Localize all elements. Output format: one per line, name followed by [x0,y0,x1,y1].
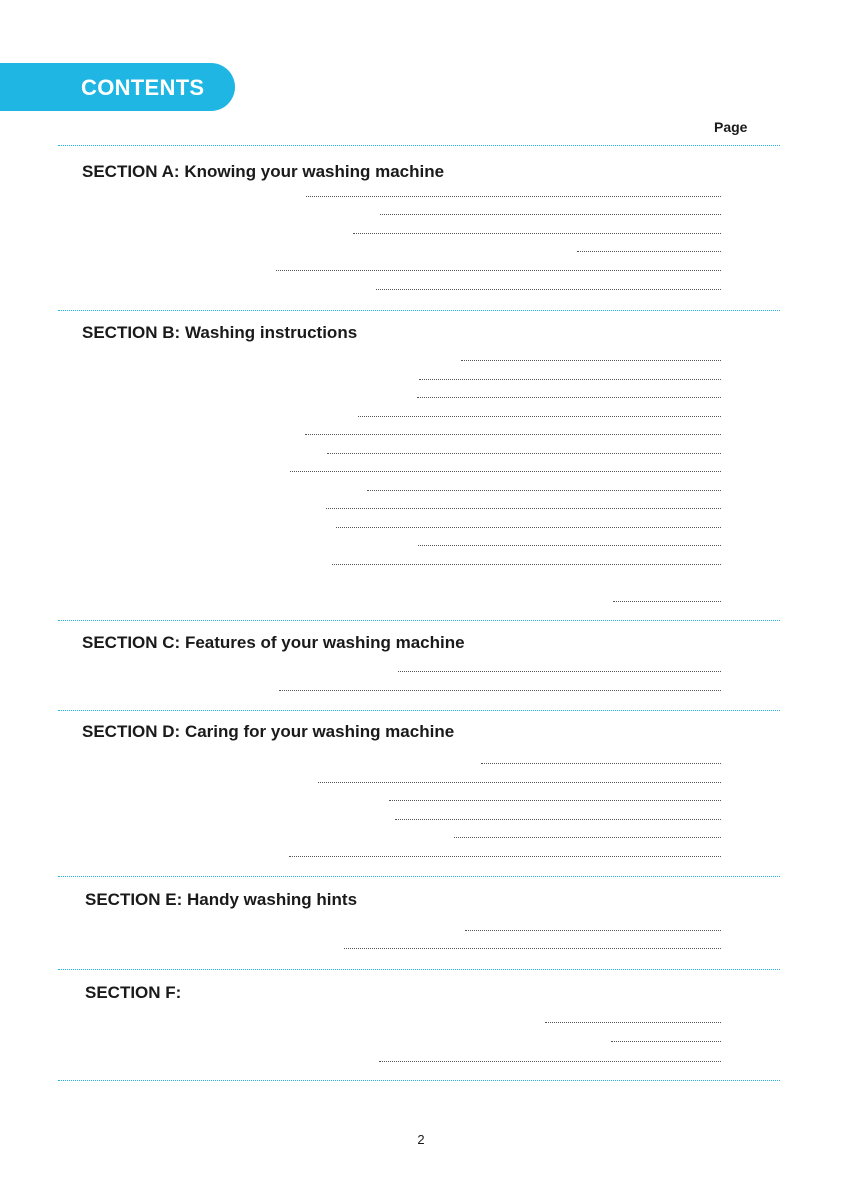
section-divider [58,876,780,877]
contents-banner [0,63,235,111]
toc-leader-line [327,453,721,454]
page-number: 2 [417,1132,425,1147]
toc-leader-line [465,930,721,931]
section-divider [58,145,780,146]
toc-leader-line [379,1061,721,1062]
toc-leader-line [376,289,721,290]
toc-leader-line [289,856,721,857]
section-title: SECTION C: Features of your washing machine [82,633,465,652]
toc-leader-line [290,471,721,472]
section-divider [58,1080,780,1081]
toc-leader-line [481,763,721,764]
toc-leader-line [613,601,721,602]
toc-leader-line [398,671,721,672]
toc-leader-line [380,214,721,215]
toc-leader-line [318,782,721,783]
toc-leader-line [336,527,721,528]
toc-leader-line [306,196,721,197]
toc-leader-line [418,545,721,546]
toc-leader-line [305,434,721,435]
toc-leader-line [417,397,721,398]
section-divider [58,710,780,711]
section-divider [58,620,780,621]
section-title: SECTION E: Handy washing hints [85,890,358,909]
toc-leader-line [545,1022,721,1023]
toc-leader-line [389,800,721,801]
section-title: SECTION D: Caring for your washing machine [82,722,455,741]
toc-leader-line [367,490,721,491]
toc-leader-line [279,690,721,691]
section-divider [58,969,780,970]
section-title: SECTION A: Knowing your washing machine [82,162,445,181]
toc-leader-line [358,416,721,417]
contents-title: CONTENTS [81,75,205,100]
toc-leader-line [454,837,721,838]
section-divider [58,310,780,311]
toc-leader-line [344,948,721,949]
toc-leader-line [353,233,721,234]
toc-leader-line [332,564,721,565]
section-title: SECTION B: Washing instructions [82,323,358,342]
toc-leader-line [276,270,721,271]
toc-leader-line [419,379,721,380]
toc-leader-line [577,251,721,252]
toc-leader-line [395,819,721,820]
toc-leader-line [461,360,721,361]
toc-leader-line [611,1041,721,1042]
toc-leader-line [326,508,721,509]
page-column-label: Page [714,119,748,135]
section-title: SECTION F: [85,983,182,1002]
